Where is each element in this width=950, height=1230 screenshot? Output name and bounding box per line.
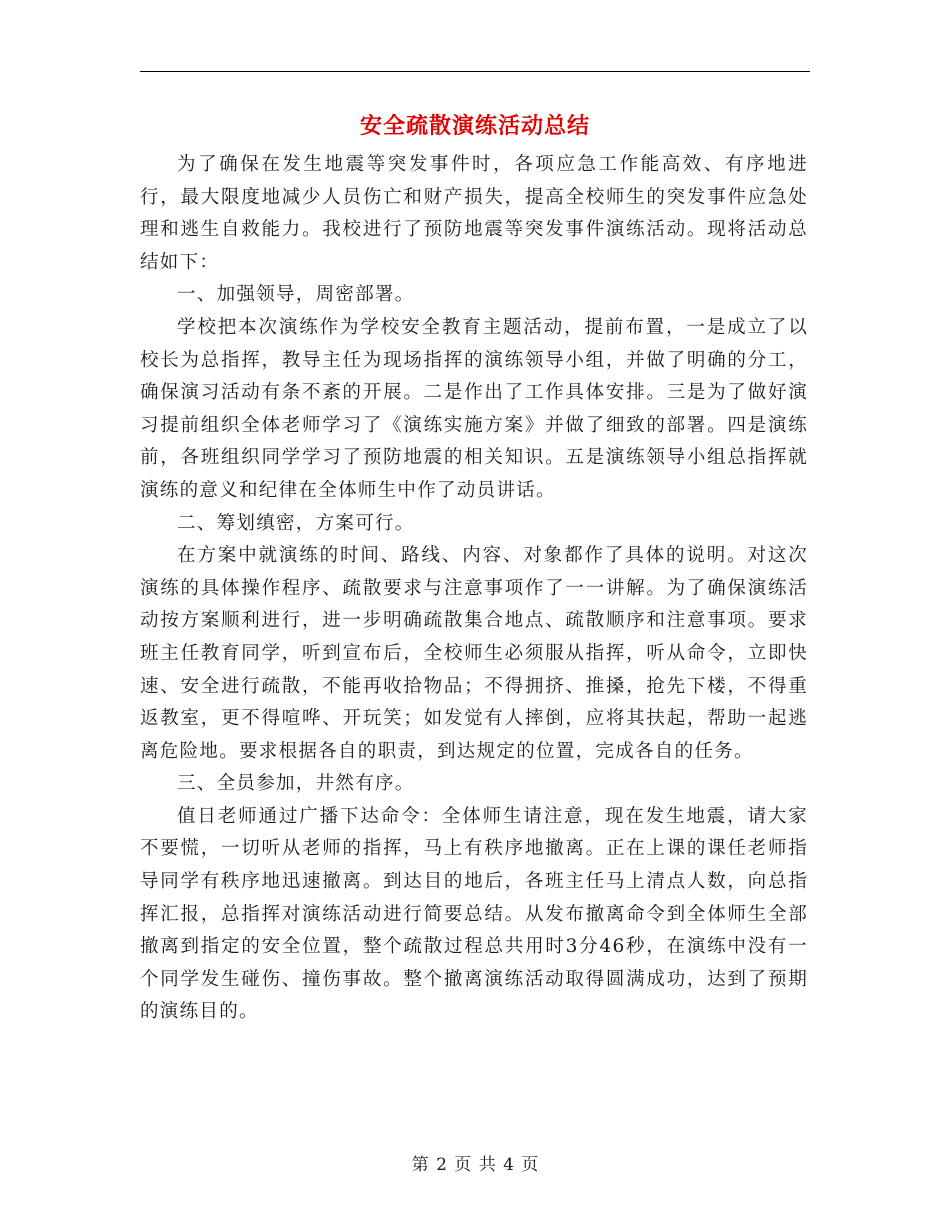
header-rule [140, 71, 810, 72]
section-paragraph-1: 学校把本次演练作为学校安全教育主题活动，提前布置，一是成立了以校长为总指挥，教导主任为现场指挥的演练领导小组，并做了明确的分工，确保演习活动有条不紊的开展。二是作出了工作具体安排。三是为了做好演习提前组织全体老师学习了《演练实施方案》并做了细致的部署。四是演练前，各班组织同学学习了预防地震的相关知识。五是演练领导小组总指挥就演练的意义和纪律在全体师生中作了动员讲话。 [140, 316, 808, 501]
page-number: 第 2 页 共 4 页 [411, 1155, 539, 1175]
section-heading-2: 二、筹划缜密，方案可行。 [177, 512, 415, 534]
section-heading-1: 一、加强领导，周密部署。 [177, 284, 415, 306]
intro-paragraph: 为了确保在发生地震等突发事件时，各项应急工作能高效、有序地进行，最大限度地减少人员伤亡和财产损失，提高全校师生的突发事件应急处理和逃生自救能力。我校进行了预防地震等突发事件演练活动。现将活动总结如下： [140, 154, 808, 273]
document-title: 安全疏散演练活动总结 [359, 113, 590, 139]
section-heading-3: 三、全员参加，井然有序。 [177, 773, 415, 795]
section-paragraph-3: 值日老师通过广播下达命令：全体师生请注意，现在发生地震，请大家不要慌，一切听从老师的指挥，马上有秩序地撤离。正在上课的课任老师指导同学有秩序地迅速撤离。到达目的地后，各班主任马上清点人数，向总指挥汇报，总指挥对演练活动进行简要总结。从发布撤离命令到全体师生全部撤离到指定的安全位置，整个疏散过程总共用时3分46秒，在演练中没有一个同学发生碰伤、撞伤事故。整个撤离演练活动取得圆满成功，达到了预期的演练目的。 [140, 805, 808, 1023]
document-body [140, 149, 808, 1029]
section-paragraph-2: 在方案中就演练的时间、路线、内容、对象都作了具体的说明。对这次演练的具体操作程序、疏散要求与注意事项作了一一讲解。为了确保演练活动按方案顺利进行，进一步明确疏散集合地点、疏散顺序和注意事项。要求班主任教育同学，听到宣布后，全校师生必须服从指挥，听从命令，立即快速、安全进行疏散，不能再收拾物品；不得拥挤、推搡，抢先下楼，不得重返教室，更不得喧哗、开玩笑；如发觉有人摔倒，应将其扶起，帮助一起逃离危险地。要求根据各自的职责，到达规定的位置，完成各自的任务。 [140, 545, 808, 762]
